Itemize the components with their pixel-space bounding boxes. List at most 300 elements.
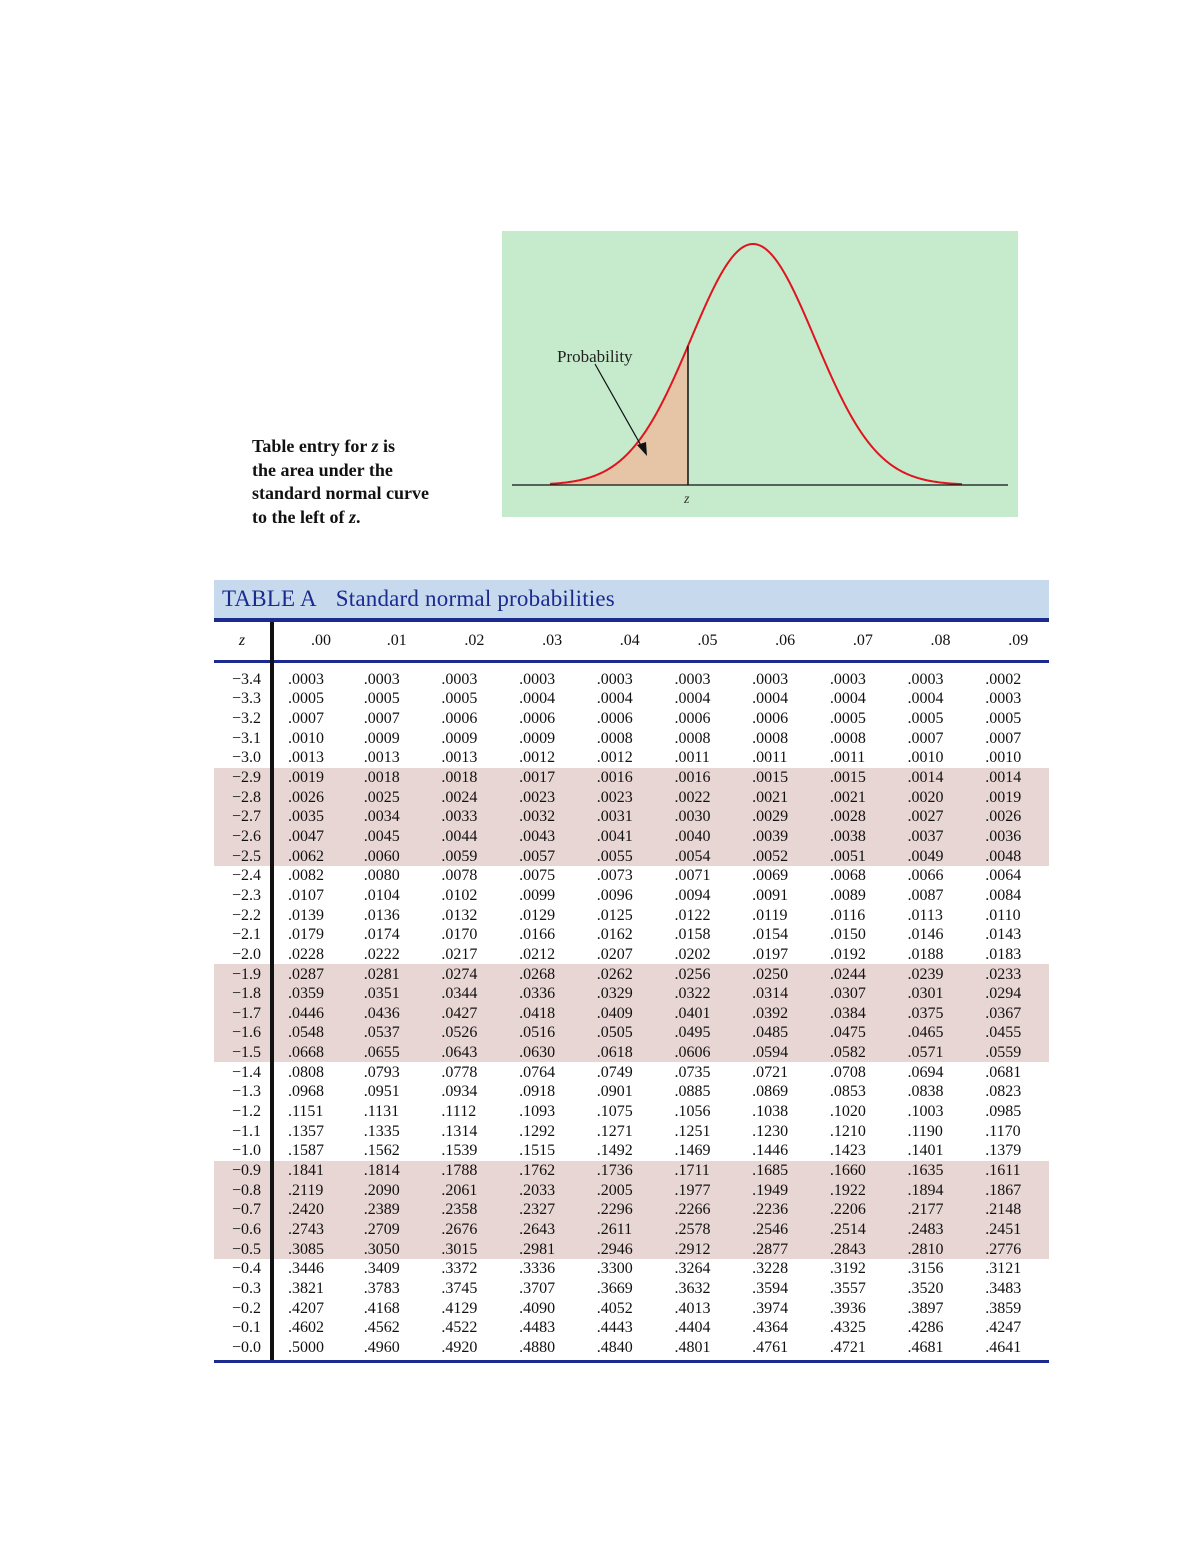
probability-cell: .0038	[816, 827, 894, 847]
probability-cell: .0681	[985, 1063, 1022, 1081]
probability-cell: .0136	[363, 906, 400, 924]
probability-cell: .0011	[829, 749, 866, 767]
probability-cell: .0853	[829, 1083, 866, 1101]
probability-cell: .1446	[752, 1142, 789, 1160]
probability-cell: .4404	[674, 1319, 711, 1337]
probability-cell: .3632	[674, 1280, 711, 1298]
probability-cell: .0027	[894, 807, 972, 827]
probability-cell: .3300	[596, 1260, 633, 1278]
table-row	[214, 1004, 1049, 1024]
probability-cell: .0048	[971, 846, 1049, 866]
probability-label: Probability	[557, 347, 633, 366]
probability-cell: .0170	[441, 926, 478, 944]
probability-cell: .0281	[350, 964, 428, 984]
z-value-cell: −0.4	[214, 1259, 272, 1279]
probability-cell: .2358	[427, 1200, 505, 1220]
probability-cell: .1093	[519, 1103, 556, 1121]
probability-cell: .0418	[505, 1004, 583, 1024]
probability-cell: .2061	[427, 1180, 505, 1200]
table-row	[214, 1298, 1049, 1318]
table-row	[214, 728, 1049, 748]
probability-cell: .0006	[441, 709, 478, 727]
z-value-cell: −1.3	[214, 1082, 272, 1102]
probability-cell: .0838	[907, 1083, 944, 1101]
z-value-cell: −3.1	[214, 728, 272, 748]
probability-cell: .0778	[441, 1063, 478, 1081]
probability-cell: .2611	[583, 1220, 661, 1240]
probability-cell: .0197	[752, 945, 789, 963]
probability-cell: .0694	[907, 1063, 944, 1081]
probability-cell: .1814	[350, 1161, 428, 1181]
probability-cell: .0708	[829, 1063, 866, 1081]
probability-cell: .2177	[894, 1200, 972, 1220]
caption-z-variable-2: z	[348, 506, 356, 527]
probability-cell: .0031	[583, 807, 661, 827]
probability-cell: .1660	[816, 1161, 894, 1181]
normal-curve-svg	[502, 231, 1018, 517]
probability-cell: .0016	[660, 768, 738, 788]
probability-cell: .0384	[816, 1004, 894, 1024]
table-row	[214, 866, 1049, 886]
table-row	[214, 748, 1049, 768]
probability-cell: .2005	[583, 1180, 661, 1200]
probability-cell: .0166	[519, 926, 556, 944]
probability-cell: .3121	[985, 1260, 1022, 1278]
probability-cell: .3336	[519, 1260, 556, 1278]
probability-cell: .0004	[752, 690, 789, 708]
probability-cell: .1170	[985, 1122, 1021, 1140]
probability-cell: .2743	[272, 1220, 350, 1240]
probability-cell: .0016	[583, 768, 661, 788]
probability-cell: .0054	[660, 846, 738, 866]
probability-cell: .1841	[272, 1161, 350, 1181]
probability-cell: .0146	[907, 926, 944, 944]
probability-cell: .3192	[829, 1260, 866, 1278]
probability-cell: .0003	[596, 670, 633, 688]
probability-cell: .1210	[829, 1122, 866, 1140]
probability-cell: .0179	[288, 926, 324, 944]
table-row	[214, 787, 1049, 807]
column-header: .02	[427, 622, 505, 662]
z-value-cell: −1.4	[214, 1062, 272, 1082]
table-row	[214, 1121, 1049, 1141]
probability-cell: .2877	[738, 1239, 816, 1259]
probability-cell: .0071	[674, 867, 711, 885]
probability-cell: .1762	[505, 1161, 583, 1181]
probability-cell: .0594	[738, 1043, 816, 1063]
probability-cell: .1075	[596, 1103, 633, 1121]
probability-cell: .0934	[441, 1083, 478, 1101]
z-value-cell: −1.9	[214, 964, 272, 984]
table-row	[214, 1180, 1049, 1200]
probability-cell: .0045	[350, 827, 428, 847]
probability-cell: .4681	[907, 1338, 944, 1356]
probability-cell: .0059	[427, 846, 505, 866]
probability-cell: .0274	[427, 964, 505, 984]
probability-cell: .0049	[894, 846, 972, 866]
probability-cell: .0009	[519, 729, 556, 747]
probability-cell: .0013	[441, 749, 478, 767]
probability-cell: .2946	[583, 1239, 661, 1259]
caption-line-4-text: to the left of	[252, 506, 349, 527]
probability-cell: .0465	[894, 1023, 972, 1043]
probability-cell: .0011	[674, 749, 710, 767]
probability-cell: .0036	[971, 827, 1049, 847]
probability-cell: .0918	[519, 1083, 556, 1101]
probability-cell: .0062	[272, 846, 350, 866]
probability-cell: .4129	[441, 1299, 478, 1317]
table-title-bar	[214, 580, 1049, 622]
table-row	[214, 1102, 1049, 1122]
probability-cell: .0446	[272, 1004, 350, 1024]
probability-cell: .1562	[363, 1142, 400, 1160]
probability-cell: .0013	[363, 749, 400, 767]
probability-cell: .1611	[971, 1161, 1049, 1181]
table-row	[214, 1318, 1049, 1338]
probability-cell: .0005	[985, 709, 1022, 727]
probability-cell: .0047	[272, 827, 350, 847]
table-row	[214, 709, 1049, 729]
caption-line-1-text: Table entry for	[252, 436, 372, 456]
probability-cell: .0008	[596, 729, 633, 747]
probability-cell: .0808	[288, 1063, 324, 1081]
probability-cell: .2776	[971, 1239, 1049, 1259]
probability-cell: .0202	[674, 945, 711, 963]
probability-cell: .4013	[674, 1299, 711, 1317]
z-value-cell: −3.4	[214, 662, 272, 690]
probability-cell: .0239	[894, 964, 972, 984]
probability-cell: .0073	[596, 867, 633, 885]
z-axis-label: z	[684, 492, 690, 507]
probability-cell: .4522	[441, 1319, 478, 1337]
probability-cell: .0436	[350, 1004, 428, 1024]
probability-cell: .4247	[985, 1319, 1022, 1337]
probability-cell: .2389	[350, 1200, 428, 1220]
probability-cell: .3974	[752, 1299, 789, 1317]
probability-cell: .0351	[350, 984, 428, 1004]
probability-cell: .0125	[596, 906, 633, 924]
probability-cell: .1977	[660, 1180, 738, 1200]
table-row	[214, 964, 1049, 984]
probability-cell: .0004	[907, 690, 944, 708]
probability-cell: .2709	[350, 1220, 428, 1240]
probability-cell: .4207	[288, 1299, 324, 1317]
probability-cell: .4090	[519, 1299, 556, 1317]
probability-cell: .0004	[596, 690, 633, 708]
probability-cell: .0003	[985, 690, 1022, 708]
probability-cell: .0020	[894, 787, 972, 807]
probability-cell: .0068	[829, 867, 866, 885]
table-row	[214, 807, 1049, 827]
column-header: .01	[350, 622, 428, 662]
probability-cell: .1131	[363, 1103, 400, 1121]
probability-cell: .0006	[596, 709, 633, 727]
probability-cell: .0764	[519, 1063, 556, 1081]
probability-cell: .0044	[427, 827, 505, 847]
probability-cell: .3594	[752, 1280, 789, 1298]
probability-cell: .1867	[971, 1180, 1049, 1200]
probability-cell: .0183	[985, 945, 1022, 963]
table-row	[214, 689, 1049, 709]
probability-cell: .0154	[752, 926, 789, 944]
probability-cell: .4286	[907, 1319, 944, 1337]
z-value-cell: −2.4	[214, 866, 272, 886]
probability-cell: .0244	[816, 964, 894, 984]
probability-cell: .0002	[985, 670, 1022, 688]
probability-cell: .0119	[752, 906, 788, 924]
probability-cell: .1230	[752, 1122, 789, 1140]
column-header: .09	[971, 622, 1049, 662]
z-value-cell: −2.9	[214, 768, 272, 788]
probability-cell: .2451	[971, 1220, 1049, 1240]
probability-cell: .0174	[363, 926, 400, 944]
column-header: .03	[505, 622, 583, 662]
probability-cell: .0010	[985, 749, 1022, 767]
probability-cell: .0012	[519, 749, 556, 767]
probability-cell: .4364	[752, 1319, 789, 1337]
probability-cell: .2843	[816, 1239, 894, 1259]
probability-cell: .0329	[583, 984, 661, 1004]
z-value-cell: −3.3	[214, 689, 272, 709]
probability-cell: .2296	[583, 1200, 661, 1220]
probability-cell: .3669	[596, 1280, 633, 1298]
probability-cell: .0043	[505, 827, 583, 847]
probability-cell: .1788	[427, 1161, 505, 1181]
probability-cell: .0375	[894, 1004, 972, 1024]
z-value-cell: −1.8	[214, 984, 272, 1004]
probability-cell: .0089	[829, 886, 866, 904]
probability-cell: .0023	[505, 787, 583, 807]
probability-cell: .3897	[907, 1299, 944, 1317]
probability-cell: .0207	[596, 945, 633, 963]
probability-cell: .0150	[829, 926, 866, 944]
table-row	[214, 1220, 1049, 1240]
probability-cell: .0455	[971, 1023, 1049, 1043]
z-value-cell: −3.2	[214, 709, 272, 729]
probability-cell: .3085	[272, 1239, 350, 1259]
probability-cell: .0268	[505, 964, 583, 984]
probability-cell: .0034	[350, 807, 428, 827]
probability-cell: .2483	[894, 1220, 972, 1240]
probability-cell: .2119	[272, 1180, 350, 1200]
probability-cell: .3936	[829, 1299, 866, 1317]
z-value-cell: −2.6	[214, 827, 272, 847]
table-row	[214, 827, 1049, 847]
probability-cell: .1711	[660, 1161, 738, 1181]
probability-cell: .0094	[674, 886, 711, 904]
standard-normal-table	[214, 622, 1049, 1360]
probability-cell: .1685	[738, 1161, 816, 1181]
caption-line-1-end: is	[378, 436, 396, 456]
table-row	[214, 886, 1049, 906]
probability-cell: .0003	[907, 670, 944, 688]
probability-cell: .3228	[752, 1260, 789, 1278]
z-value-cell: −2.3	[214, 886, 272, 906]
probability-cell: .2912	[660, 1239, 738, 1259]
probability-shaded-area	[550, 346, 688, 485]
probability-cell: .0287	[272, 964, 350, 984]
probability-cell: .0793	[363, 1063, 400, 1081]
probability-cell: .0228	[288, 945, 324, 963]
probability-cell: .0025	[350, 787, 428, 807]
probability-cell: .4920	[441, 1338, 478, 1356]
z-value-cell: −1.0	[214, 1141, 272, 1161]
probability-cell: .0004	[674, 690, 711, 708]
probability-cell: .0014	[894, 768, 972, 788]
probability-cell: .2810	[894, 1239, 972, 1259]
probability-cell: .1271	[596, 1122, 633, 1140]
probability-cell: .0655	[350, 1043, 428, 1063]
probability-cell: .0107	[288, 886, 324, 904]
probability-cell: .0212	[519, 945, 556, 963]
probability-cell: .0004	[829, 690, 866, 708]
probability-cell: .1056	[674, 1103, 711, 1121]
z-column-header: z	[214, 622, 272, 662]
probability-cell: .0409	[583, 1004, 661, 1024]
probability-cell: .0401	[660, 1004, 738, 1024]
z-value-cell: −2.1	[214, 925, 272, 945]
probability-cell: .0008	[752, 729, 789, 747]
probability-cell: .0008	[674, 729, 711, 747]
probability-cell: .0021	[816, 787, 894, 807]
probability-cell: .4721	[829, 1338, 866, 1356]
table-row	[214, 846, 1049, 866]
probability-cell: .0009	[441, 729, 478, 747]
z-value-cell: −0.2	[214, 1298, 272, 1318]
z-value-cell: −0.6	[214, 1220, 272, 1240]
probability-cell: .0495	[660, 1023, 738, 1043]
z-value-cell: −2.0	[214, 945, 272, 965]
probability-cell: .0162	[596, 926, 633, 944]
probability-cell: .4483	[519, 1319, 556, 1337]
column-header: .05	[660, 622, 738, 662]
probability-cell: .4641	[985, 1338, 1022, 1356]
probability-cell: .4562	[363, 1319, 400, 1337]
table-row	[214, 1200, 1049, 1220]
probability-cell: .2546	[738, 1220, 816, 1240]
probability-cell: .0029	[738, 807, 816, 827]
probability-cell: .1151	[288, 1103, 324, 1121]
probability-cell: .0003	[674, 670, 711, 688]
probability-cell: .0256	[660, 964, 738, 984]
z-value-cell: −1.5	[214, 1043, 272, 1063]
probability-cell: .0526	[427, 1023, 505, 1043]
probability-cell: .0951	[363, 1083, 400, 1101]
probability-cell: .0005	[829, 709, 866, 727]
table-row	[214, 1279, 1049, 1299]
probability-cell: .1515	[519, 1142, 556, 1160]
probability-cell: .0192	[829, 945, 866, 963]
probability-cell: .4443	[596, 1319, 633, 1337]
probability-cell: .1292	[519, 1122, 556, 1140]
caption-line-4-end: .	[355, 506, 361, 527]
table-row	[214, 1082, 1049, 1102]
probability-cell: .0015	[738, 768, 816, 788]
probability-cell: .3859	[985, 1299, 1022, 1317]
probability-cell: .0427	[427, 1004, 505, 1024]
probability-cell: .0060	[350, 846, 428, 866]
probability-cell: .0104	[363, 886, 400, 904]
column-header: .04	[583, 622, 661, 662]
probability-cell: .5000	[288, 1338, 324, 1356]
probability-cell: .0018	[427, 768, 505, 788]
probability-cell: .0003	[519, 670, 556, 688]
column-header: .06	[738, 622, 816, 662]
probability-cell: .0116	[829, 906, 866, 924]
probability-cell: .0084	[985, 886, 1022, 904]
probability-cell: .3483	[985, 1280, 1022, 1298]
z-value-cell: −2.2	[214, 905, 272, 925]
z-value-cell: −1.1	[214, 1121, 272, 1141]
table-bottom-rule	[214, 1360, 1049, 1363]
probability-cell: .0004	[519, 690, 556, 708]
probability-cell: .0139	[288, 906, 324, 924]
probability-cell: .0040	[660, 827, 738, 847]
caption-line-1	[252, 435, 492, 459]
probability-cell: .0007	[363, 709, 400, 727]
probability-cell: .0516	[505, 1023, 583, 1043]
probability-cell: .0233	[971, 964, 1049, 984]
z-value-cell: −3.0	[214, 748, 272, 768]
probability-cell: .0003	[829, 670, 866, 688]
probability-cell: .0559	[971, 1043, 1049, 1063]
probability-cell: .0019	[971, 787, 1049, 807]
probability-cell: .4761	[752, 1338, 789, 1356]
probability-cell: .0007	[985, 729, 1022, 747]
probability-cell: .1020	[829, 1103, 866, 1121]
probability-cell: .0006	[674, 709, 711, 727]
probability-cell: .2148	[971, 1200, 1049, 1220]
probability-cell: .0735	[674, 1063, 711, 1081]
probability-cell: .0010	[907, 749, 944, 767]
probability-cell: .0021	[738, 787, 816, 807]
table-row	[214, 1023, 1049, 1043]
probability-cell: .0051	[816, 846, 894, 866]
probability-cell: .4052	[596, 1299, 633, 1317]
probability-cell: .0314	[738, 984, 816, 1004]
probability-cell: .4325	[829, 1319, 866, 1337]
z-value-cell: −0.5	[214, 1239, 272, 1259]
probability-cell: .0087	[907, 886, 944, 904]
probability-cell: .0113	[907, 906, 943, 924]
table-row	[214, 984, 1049, 1004]
probability-cell: .1357	[288, 1122, 324, 1140]
probability-cell: .0307	[816, 984, 894, 1004]
table-row	[214, 1338, 1049, 1361]
probability-cell: .0301	[894, 984, 972, 1004]
probability-cell: .0985	[985, 1103, 1022, 1121]
probability-cell: .2206	[816, 1200, 894, 1220]
probability-cell: .0217	[441, 945, 478, 963]
probability-cell: .2514	[816, 1220, 894, 1240]
probability-cell: .2090	[350, 1180, 428, 1200]
probability-cell: .0091	[752, 886, 789, 904]
normal-curve-figure	[502, 231, 1018, 517]
table-row	[214, 1161, 1049, 1181]
probability-cell: .0392	[738, 1004, 816, 1024]
probability-cell: .0080	[363, 867, 400, 885]
probability-cell: .0901	[596, 1083, 633, 1101]
probability-cell: .0069	[752, 867, 789, 885]
probability-cell: .0537	[350, 1023, 428, 1043]
table-row	[214, 1141, 1049, 1161]
probability-cell: .0630	[505, 1043, 583, 1063]
probability-arrow-shaft	[595, 364, 643, 449]
table-body	[214, 662, 1049, 1361]
probability-cell: .2676	[427, 1220, 505, 1240]
probability-cell: .4840	[596, 1338, 633, 1356]
probability-cell: .1539	[441, 1142, 478, 1160]
